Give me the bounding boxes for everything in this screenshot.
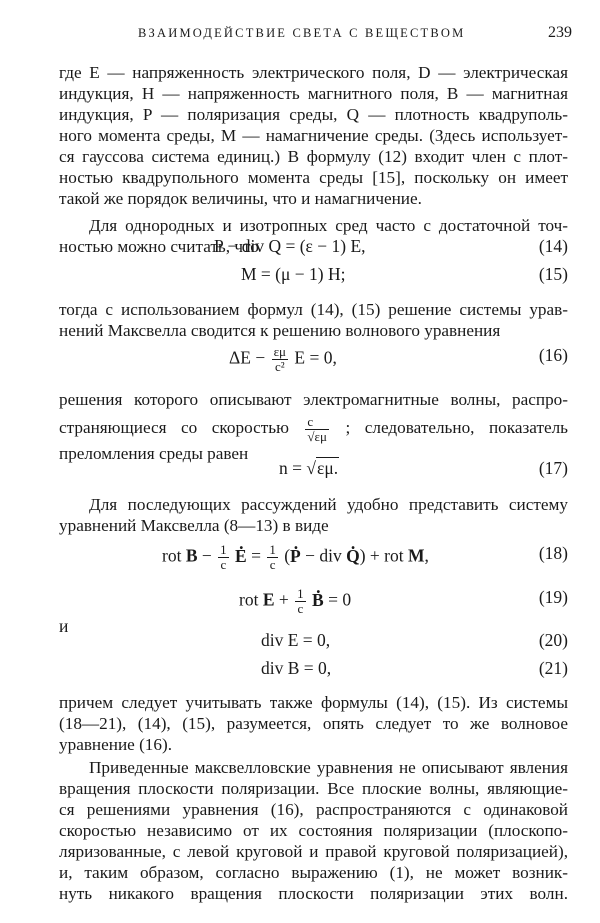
text-line: ся гауссова система единиц.) В формулу (12) входит член с плот-	[59, 147, 568, 166]
equation-body: div B = 0,	[261, 658, 332, 678]
text-line: индукция, P — поляризация среды, Q — плотность квадруполь-	[59, 105, 568, 124]
equation-body: rot E + $\frac{1}{c}$ . B = 0	[239, 587, 351, 616]
paragraph-polarization	[59, 757, 568, 904]
equation-21	[59, 658, 568, 688]
running-title: ВЗАИМОДЕЙСТВИЕ СВЕТА С ВЕЩЕСТВОМ	[138, 26, 466, 40]
fraction-numerator: c	[307, 413, 314, 429]
equation-19	[59, 587, 568, 621]
text-line: нений Максвелла сводится к решению волнового уравнения	[59, 321, 501, 340]
equation-body	[279, 458, 339, 479]
paragraph-wave-equation-intro	[59, 299, 568, 341]
text-line: ся решениями уравнения (16), распространяются с одинаковой	[59, 800, 568, 819]
equation-body	[229, 345, 337, 374]
equation-lhs: ΔE −	[229, 347, 266, 368]
text-line: где E — напряженность электрического поля, D — электрическая	[59, 63, 568, 82]
equation-number: (17)	[538, 458, 568, 478]
fraction-velocity	[305, 415, 329, 444]
text-line: преломления среды равен	[59, 444, 249, 463]
conjunction: и	[59, 616, 69, 636]
equation-body: div E = 0,	[261, 630, 331, 650]
text-fragment: страняющиеся со скоростью	[59, 418, 289, 437]
paragraph-consequence	[59, 692, 568, 755]
radicand: εμ.	[316, 458, 339, 478]
text-line: ностью квадрупольного момента среды [15], поскольку он имеет	[59, 168, 568, 187]
text-line: тогда с использованием формул (14), (15) решение системы урав-	[59, 300, 568, 319]
text-line: причем следует учитывать также формулы (14), (15). Из системы	[59, 693, 568, 712]
text-line: (18—21), (14), (15), разумеется, опять следует то же волновое	[59, 714, 568, 733]
equation-16	[59, 345, 568, 375]
equation-body: M = (μ − 1) H;	[241, 264, 346, 284]
equation-number: (20)	[538, 630, 568, 650]
equation-18	[59, 543, 568, 577]
text-line: ляризованные, с левой круговой и правой круговой поляризацией),	[59, 842, 568, 861]
page-header	[0, 24, 600, 46]
text-line: Для последующих рассуждений удобно представить систему	[89, 495, 568, 514]
paragraph-velocity	[59, 389, 568, 464]
fraction	[272, 345, 288, 374]
paragraph-maxwell-form	[59, 494, 568, 536]
text-line: индукция, H — напряженность магнитного поля, B — магнитная	[59, 84, 568, 103]
text-line: скоростью независимо от их состояния поляризации (плоскопо-	[59, 821, 568, 840]
fraction-numerator: εμ	[273, 344, 287, 359]
equation-lhs: n =	[279, 458, 302, 478]
equation-number: (15)	[538, 264, 568, 284]
square-root: √εμ.	[306, 458, 339, 478]
equation-number: (16)	[538, 345, 568, 365]
equation-number: (18)	[538, 543, 568, 563]
text-line: уравнение (16).	[59, 735, 173, 754]
equation-14	[59, 236, 568, 266]
equation-number: (14)	[538, 236, 568, 256]
text-line: решения которого описывают электромагнитные волны, распро-	[59, 390, 568, 409]
text-line: и, таким образом, согласно выражению (1), не может возник-	[59, 863, 568, 882]
text-line: уравнений Максвелла (8—13) в виде	[59, 516, 329, 535]
text-line: нуть никакого вращения плоскости поляризации этих волн.	[59, 884, 568, 903]
equation-body: rot B − $\frac{1}{c}$ . E = $\frac{1}{c}$ (. P − div . Q) + rot M,	[162, 543, 429, 572]
fraction-denominator: √εμ	[307, 428, 327, 444]
equation-rhs: E = 0,	[294, 347, 337, 368]
equation-number: (19)	[538, 587, 568, 607]
equation-17	[59, 458, 568, 488]
text-line: ного момента среды, M — намагничение среды. (Здесь использует-	[59, 126, 568, 145]
page-number: 239	[548, 24, 572, 41]
text-line	[59, 413, 568, 443]
equation-body: P − div Q = (ε − 1) E,	[214, 236, 366, 256]
text-line: такой же порядок величины, что и намагничение.	[59, 189, 422, 208]
text-line: Для однородных и изотропных сред часто с достаточной точ-	[89, 216, 568, 235]
text-line: ностью можно считать, что	[59, 237, 259, 256]
text-fragment: ; следовательно, показатель	[345, 418, 569, 437]
fraction-denominator: c²	[272, 359, 288, 374]
equation-15	[59, 264, 568, 294]
text-line: вращения плоскости поляризации. Все плоские волны, являющие-	[59, 779, 568, 798]
text-line: Приведенные максвелловские уравнения не описывают явления	[89, 758, 568, 777]
paragraph-definitions	[59, 62, 568, 209]
equation-20	[59, 630, 568, 660]
equation-number: (21)	[538, 658, 568, 678]
